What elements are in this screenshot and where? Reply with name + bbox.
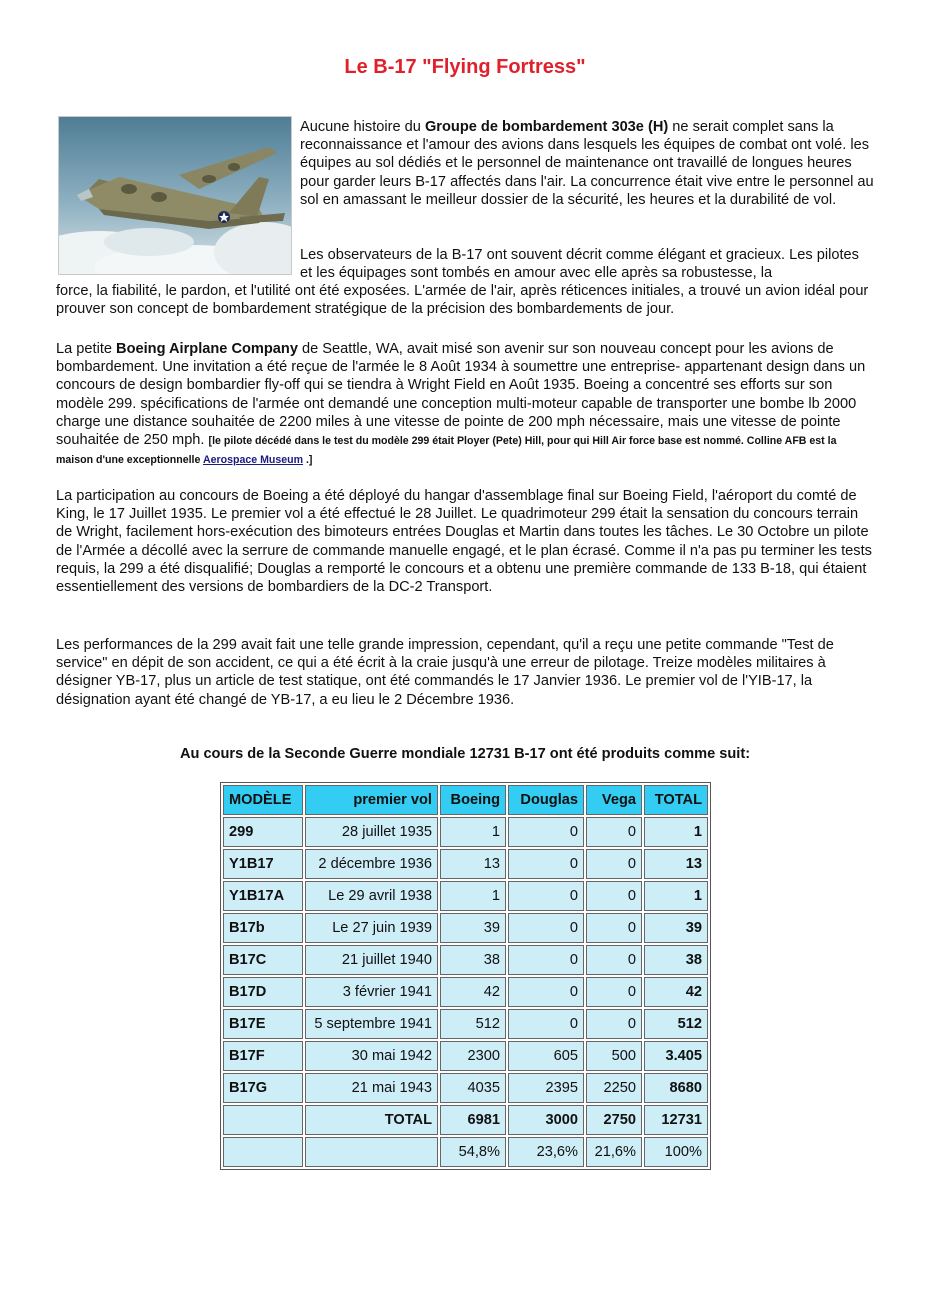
cell-first-flight: 30 mai 1942 (305, 1041, 438, 1071)
cell-first-flight: 21 mai 1943 (305, 1073, 438, 1103)
cell-grand-total: 12731 (644, 1105, 708, 1135)
cell-model: Y1B17 (223, 849, 303, 879)
cell-model: 299 (223, 817, 303, 847)
cell-douglas: 0 (508, 881, 584, 911)
cell-model: B17b (223, 913, 303, 943)
cell-vega: 0 (586, 849, 642, 879)
cell-boeing: 13 (440, 849, 506, 879)
cell-total: 1 (644, 817, 708, 847)
cell-vega-percent: 21,6% (586, 1137, 642, 1167)
cell-total: 42 (644, 977, 708, 1007)
production-table (220, 782, 711, 1170)
cell-douglas: 0 (508, 817, 584, 847)
cell-total: 512 (644, 1009, 708, 1039)
cell-model: B17C (223, 945, 303, 975)
cell-empty (223, 1105, 303, 1135)
page-title: Le B-17 "Flying Fortress" (344, 56, 586, 78)
table-row (223, 1009, 708, 1039)
header-vega: Vega (586, 785, 642, 815)
table-total-row (223, 1105, 708, 1135)
header-model: MODÈLE (223, 785, 303, 815)
paragraph-observers-start: Les observateurs de la B-17 ont souvent décrit comme élégant et gracieux. Les pilotes et les équipages sont tombés en amour avec elle après sa robustesse, la (300, 247, 859, 282)
cell-total: 38 (644, 945, 708, 975)
cell-vega: 0 (586, 945, 642, 975)
cell-model: Y1B17A (223, 881, 303, 911)
cell-total: 39 (644, 913, 708, 943)
cell-boeing: 38 (440, 945, 506, 975)
cell-douglas: 0 (508, 945, 584, 975)
cell-total: 3.405 (644, 1041, 708, 1071)
table-row (223, 1073, 708, 1103)
table-row (223, 817, 708, 847)
cell-boeing-percent: 54,8% (440, 1137, 506, 1167)
cell-boeing: 39 (440, 913, 506, 943)
group-name: Groupe de bombardement 303e (H) (424, 119, 669, 135)
cell-boeing: 2300 (440, 1041, 506, 1071)
cell-vega: 0 (586, 913, 642, 943)
cell-first-flight: 28 juillet 1935 (305, 817, 438, 847)
cell-model: B17F (223, 1041, 303, 1071)
header-douglas: Douglas (508, 785, 584, 815)
aerospace-museum-link[interactable]: Aerospace Museum (202, 454, 304, 467)
cell-vega: 0 (586, 977, 642, 1007)
table-row (223, 913, 708, 943)
paragraph-text: ne serait complet sans la reconnaissance et l'amour des avions dans lesquels les équipes de combat ont volé. les équipes au sol dédiés et le personnel de maintenance ont travaillé de longues heures pour garder leurs B-17 affectés dans l'air. La concurrence était vive entre le personnel au sol en amassant le meilleur dossier de la sécurité, les heures et la durabilité de vol. (300, 119, 874, 208)
cell-vega: 500 (586, 1041, 642, 1071)
cell-boeing: 512 (440, 1009, 506, 1039)
paragraph-boeing (56, 340, 876, 469)
cell-boeing: 1 (440, 817, 506, 847)
cell-boeing: 1 (440, 881, 506, 911)
cell-boeing: 42 (440, 977, 506, 1007)
cell-vega: 0 (586, 817, 642, 847)
cell-douglas: 0 (508, 849, 584, 879)
paragraph-observers-end: force, la fiabilité, le pardon, et l'utilité ont été exposées. L'armée de l'air, après réticences initiales, a trouvé un avion idéal pour prouver son concept de bombardement stratégique de la précision des bombardements de jour. (56, 283, 869, 318)
cell-douglas: 0 (508, 913, 584, 943)
cell-boeing: 4035 (440, 1073, 506, 1103)
cell-vega: 0 (586, 1009, 642, 1039)
table-header-row (223, 785, 708, 815)
paragraph-text: Aucune histoire du (300, 119, 425, 135)
cell-empty (305, 1137, 438, 1167)
cell-douglas: 605 (508, 1041, 584, 1071)
company-name: Boeing Airplane Company (116, 341, 298, 357)
cell-first-flight: Le 29 avril 1938 (305, 881, 438, 911)
cell-total-percent: 100% (644, 1137, 708, 1167)
table-row (223, 1041, 708, 1071)
header-first-flight: premier vol (305, 785, 438, 815)
cell-model: B17D (223, 977, 303, 1007)
cell-vega: 0 (586, 881, 642, 911)
cell-total: 8680 (644, 1073, 708, 1103)
cell-total-label: TOTAL (305, 1105, 438, 1135)
table-row (223, 881, 708, 911)
cell-first-flight: 5 septembre 1941 (305, 1009, 438, 1039)
paragraph-text: La petite (56, 341, 117, 357)
cell-first-flight: 2 décembre 1936 (305, 849, 438, 879)
header-total: TOTAL (644, 785, 708, 815)
table-heading: Au cours de la Seconde Guerre mondiale 12731 B-17 ont été produits comme suit: (179, 746, 751, 762)
cell-douglas: 2395 (508, 1073, 584, 1103)
cell-model: B17G (223, 1073, 303, 1103)
cell-vega-total: 2750 (586, 1105, 642, 1135)
header-boeing: Boeing (440, 785, 506, 815)
b17-aircraft-photo (58, 116, 292, 275)
cell-douglas-total: 3000 (508, 1105, 584, 1135)
paragraph-performance: Les performances de la 299 avait fait une telle grande impression, cependant, qu'il a reçu une petite commande "Test de service" en dépit de son accident, ce qui a été écrit à la craie jusqu'à une erreur de pilotage. Treize modèles militaires à désigner YB-17, plus un article de test statique, ont été commandés le 17 Janvier 1936. Le premier vol de l'YIB-17, la désignation ayant été changé de YB-17, a eu lieu le 2 Décembre 1936. (56, 637, 834, 708)
paragraph-text: de Seattle, WA, avait misé son avenir sur son nouveau concept pour les avions de bombardement. Une invitation a été reçue de l'armée le 8 Août 1934 à soumettre une entreprise- appartenant design dans un concours de design bombardier fly-off qui se tiendra à Wright Field en Août 1935. Boeing a concentré ses efforts sur son modèle 299. spécifications de l'armée ont demandé une conception multi-moteur capable de transporter une bombe lb 2000 charge une distance souhaitée de 2200 miles à une vitesse de pointe de 200 mph nécessaire, mais une vitesse de pointe souhaitée de 250 mph. (56, 341, 866, 449)
table-row (223, 945, 708, 975)
table-row (223, 977, 708, 1007)
cell-first-flight: 21 juillet 1940 (305, 945, 438, 975)
cell-first-flight: 3 février 1941 (305, 977, 438, 1007)
table-percent-row (223, 1137, 708, 1167)
cell-total: 1 (644, 881, 708, 911)
footnote-text: [le pilote décédé dans le test du modèle 299 était Ployer (Pete) Hill, pour qui Hill Air force base est nommé. Colline AFB est la maison d'une exceptionnelle (56, 435, 837, 467)
paragraph-intro (300, 118, 880, 209)
cell-douglas-percent: 23,6% (508, 1137, 584, 1167)
cell-first-flight: Le 27 juin 1939 (305, 913, 438, 943)
footnote-end: .] (303, 454, 313, 467)
paragraph-competition: La participation au concours de Boeing a été déployé du hangar d'assemblage final sur Boeing Field, l'aéroport du comté de King, le 17 Juillet 1935. Le premier vol a été effectué le 28 Juillet. Le quadrimoteur 299 était la sensation du concours terrain de Wright, facilement hors-exécution des bimoteurs entrées Douglas et Martin dans toutes les tâches. Le 30 Octobre un pilote de l'Armée a décollé avec la serrure de commande manuelle engagé, et le plan écrasé. Comme il n'a pas pu terminer les tests requis, la 299 a été disqualifié; Douglas a remporté le concours et a obtenu une première commande de 133 B-18, qui étaient essentiellement des versions de bombardiers de la DC-2 Transport. (56, 488, 872, 596)
cell-douglas: 0 (508, 1009, 584, 1039)
cell-empty (223, 1137, 303, 1167)
cell-model: B17E (223, 1009, 303, 1039)
table-row (223, 849, 708, 879)
cell-total: 13 (644, 849, 708, 879)
cell-boeing-total: 6981 (440, 1105, 506, 1135)
cell-douglas: 0 (508, 977, 584, 1007)
cell-vega: 2250 (586, 1073, 642, 1103)
